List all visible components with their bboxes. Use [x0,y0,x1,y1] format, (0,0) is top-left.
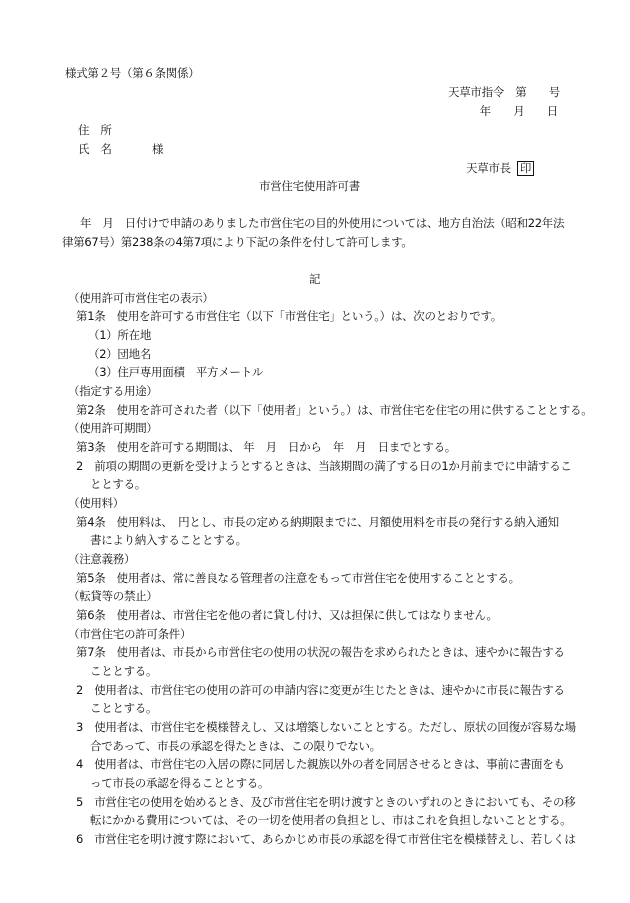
article-7-para-2: 2 使用者は、市営住宅の使用の許可の申請内容に変更が生じたときは、速やかに市長に報告する [76,683,565,697]
section-heading-3: （使用許可期間） [68,421,158,435]
article-1: 第1条 使用を許可する市営住宅（以下「市営住宅」という。）は、次のとおりです。 [76,309,502,323]
article-4-cont: 書により納入することとする。 [90,533,247,547]
article-3: 第3条 使用を許可する期間は、 年 月 日から 年 月 日までとする。 [76,440,456,454]
article-7-para-2-cont: こととする。 [90,701,158,715]
issuer-block [466,161,534,176]
section-heading-1: （使用許可市営住宅の表示） [68,291,214,305]
name-label: 氏 名 [78,142,112,156]
seal-mark: 印 [517,161,534,176]
form-number: 様式第２号（第６条関係） [65,66,200,80]
article-1-item-3: （3）住戸専用面積 平方メートル [88,365,264,379]
article-7-para-4-cont: って市長の承認を得ることとする。 [90,776,270,790]
honorific: 様 [152,142,164,156]
article-7-para-3-cont: 合であって、市長の承認を得たときは、この限りでない。 [90,739,381,753]
article-1-item-1: （1）所在地 [88,328,152,342]
issuer-name: 天草市長 [466,161,511,175]
article-1-item-2: （2）団地名 [88,347,152,361]
article-5: 第5条 使用者は、常に善良なる管理者の注意をもって市営住宅を使用することとする。 [76,571,520,585]
article-7-para-6: 6 市営住宅を明け渡す際において、あらかじめ市長の承認を得て市営住宅を模様替えし、若しくは [76,832,576,846]
article-3-para-2-cont: ととする。 [90,477,146,491]
article-2: 第2条 使用を許可された者（以下「使用者」という。）は、市営住宅を住宅の用に供することとする。 [76,403,593,417]
section-heading-4: （使用料） [68,496,124,510]
section-heading-6: （転貸等の禁止） [68,589,158,603]
article-7-para-4: 4 使用者は、市営住宅の入居の際に同居した親族以外の者を同居させるときは、事前に書面をも [76,757,565,771]
address-label: 住 所 [78,123,112,137]
ki-heading: 記 [309,272,321,286]
section-heading-5: （注意義務） [68,552,136,566]
article-7-cont: こととする。 [90,664,158,678]
article-3-para-2: 2 前項の期間の更新を受けようとするときは、当該期間の満了する日の1か月前までに申請するこ [76,459,572,473]
article-7-para-5: 5 市営住宅の使用を始めるとき、及び市営住宅を明け渡すときのいずれのときにおいても、その移 [76,795,576,809]
article-6: 第6条 使用者は、市営住宅を他の者に貸し付け、又は担保に供してはなりません。 [76,608,498,622]
article-7-para-5-cont: 転にかかる費用については、その一切を使用者の負担とし、市はこれを負担しないこととする。 [90,813,572,827]
intro-line-2: 律第67号）第238条の4第7項により下記の条件を付して許可します。 [62,235,413,249]
section-heading-7: （市営住宅の許可条件） [68,627,192,641]
article-4: 第4条 使用料は、 円とし、市長の定める納期限までに、月額使用料を市長の発行する納入通知 [76,515,559,529]
document-title: 市営住宅使用許可書 [259,179,360,193]
article-7: 第7条 使用者は、市長から市営住宅の使用の状況の報告を求められたときは、速やかに報告する [76,645,565,659]
section-heading-2: （指定する用途） [68,384,158,398]
issue-date: 年 月 日 [479,104,558,118]
intro-line-1: 年 月 日付けで申請のありました市営住宅の目的外使用については、地方自治法（昭和22年法 [80,216,565,230]
order-number: 天草市指令 第 号 [448,85,560,99]
article-7-para-3: 3 使用者は、市営住宅を模様替えし、又は増築しないこととする。ただし、原状の回復が容易な場 [76,720,576,734]
